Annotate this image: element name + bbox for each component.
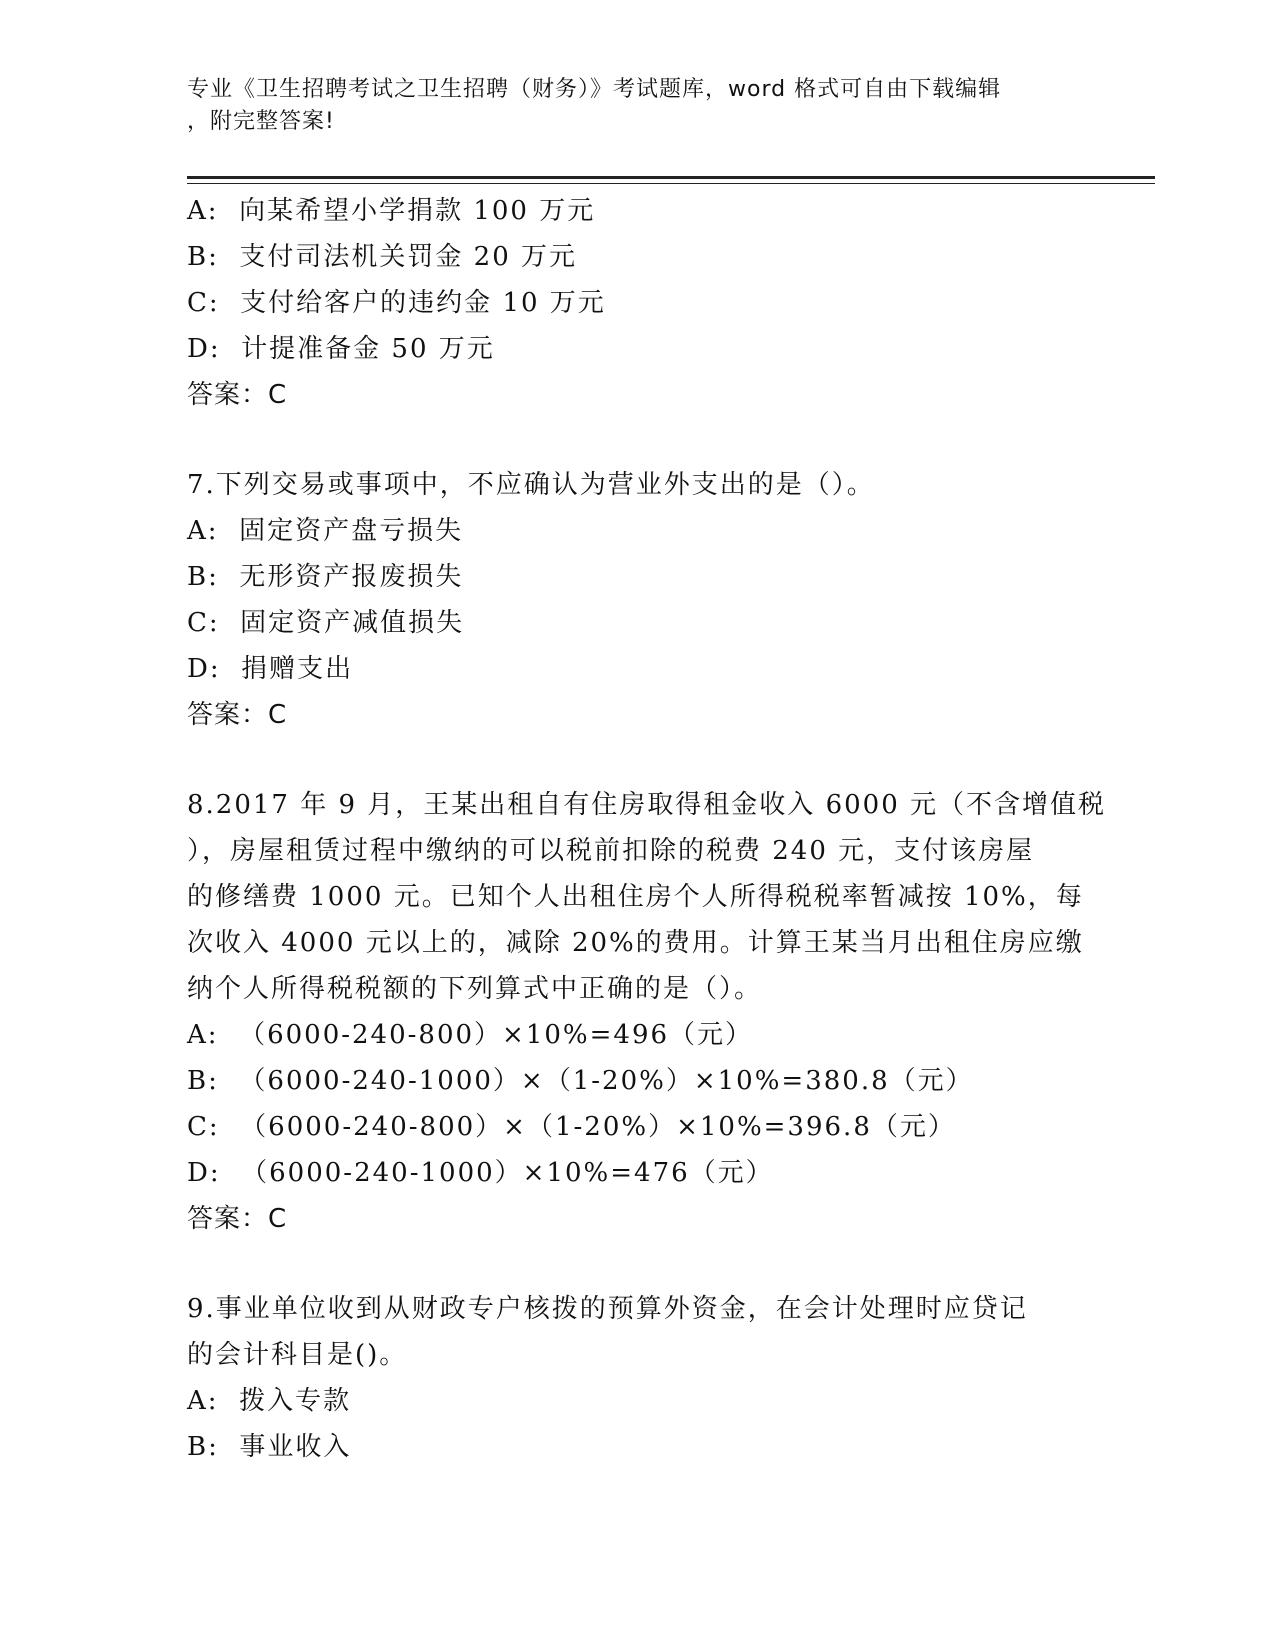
answer-line: 答案：C	[187, 1204, 288, 1234]
question-stem: 次收入 4000 元以上的，减除 20%的费用。计算王某当月出租住房应缴	[187, 928, 1084, 958]
question-7	[187, 462, 1087, 738]
header-rule-thin	[187, 183, 1155, 184]
document-header	[187, 74, 1087, 138]
header-rule-thick	[187, 176, 1155, 179]
option-a: A: 固定资产盘亏损失	[187, 516, 464, 546]
option-d: D: （6000-240-1000）×10%=476（元）	[187, 1158, 774, 1188]
option-c: C: （6000-240-800）×（1-20%）×10%=396.8（元）	[187, 1112, 956, 1142]
question-stem: 7.下列交易或事项中，不应确认为营业外支出的是（）。	[187, 470, 875, 500]
question-6	[187, 188, 1087, 418]
option-b: B: 事业收入	[187, 1432, 352, 1462]
header-line-2: ，附完整答案!	[187, 109, 335, 134]
option-c: C: 固定资产减值损失	[187, 608, 465, 638]
option-a: A: （6000-240-800）×10%=496（元）	[187, 1020, 754, 1050]
option-b: B: （6000-240-1000）×（1-20%）×10%=380.8（元）	[187, 1066, 974, 1096]
option-d: D: 计提准备金 50 万元	[187, 334, 495, 364]
question-stem: 8.2017 年 9 月，王某出租自有住房取得租金收入 6000 元（不含增值税	[187, 790, 1107, 820]
question-stem: 9.事业单位收到从财政专户核拨的预算外资金，在会计处理时应贷记	[187, 1294, 1028, 1324]
option-d: D: 捐赠支出	[187, 654, 354, 684]
header-line-1: 专业《卫生招聘考试之卫生招聘（财务）》考试题库，word 格式可自由下载编辑	[187, 77, 1002, 102]
option-b: B: 无形资产报废损失	[187, 562, 464, 592]
answer-line: 答案：C	[187, 380, 288, 410]
question-stem: 的会计科目是()。	[187, 1340, 408, 1370]
option-a: A: 向某希望小学捐款 100 万元	[187, 196, 596, 226]
question-stem: ），房屋租赁过程中缴纳的可以税前扣除的税费 240 元，支付该房屋	[187, 836, 1035, 866]
question-9	[187, 1286, 1087, 1470]
question-stem: 的修缮费 1000 元。已知个人出租住房个人所得税税率暂减按 10%，每	[187, 882, 1084, 912]
question-8	[187, 782, 1107, 1242]
option-b: B: 支付司法机关罚金 20 万元	[187, 242, 578, 272]
question-stem: 纳个人所得税税额的下列算式中正确的是（）。	[187, 974, 763, 1004]
answer-line: 答案：C	[187, 700, 288, 730]
question-list	[187, 188, 1107, 1470]
option-c: C: 支付给客户的违约金 10 万元	[187, 288, 606, 318]
option-a: A: 拨入专款	[187, 1386, 352, 1416]
